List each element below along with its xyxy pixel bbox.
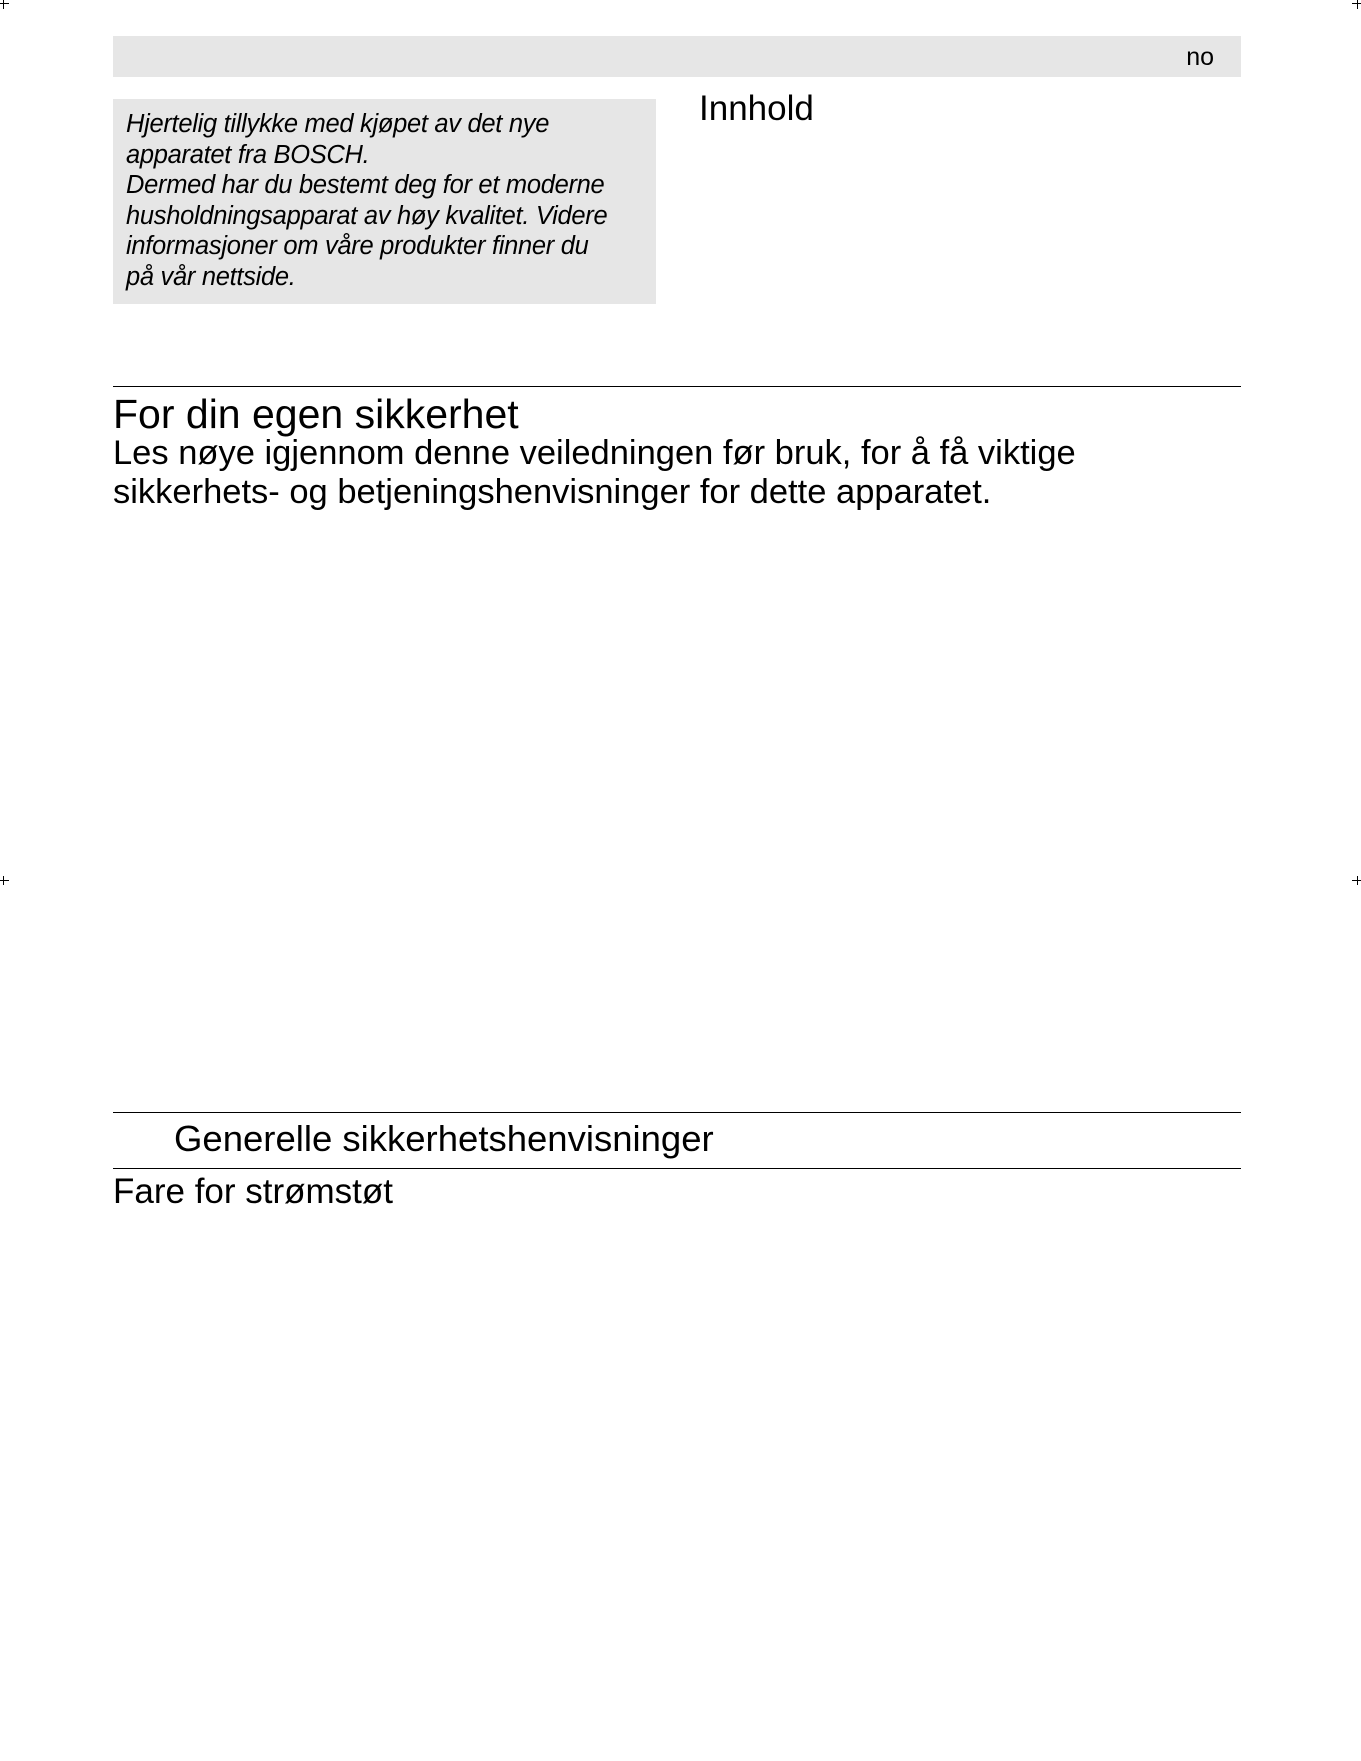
safety-intro-line: Les nøye igjennom denne veiledningen før bruk, for å få viktige [113, 434, 1076, 472]
section-divider [113, 386, 1241, 387]
section-divider [113, 1112, 1241, 1113]
welcome-line: Hjertelig tillykke med kjøpet av det nye [126, 110, 550, 138]
welcome-line: på vår nettside. [126, 262, 296, 291]
language-code: no [1186, 43, 1214, 71]
header-bar [113, 36, 1241, 77]
section-divider [113, 1168, 1241, 1169]
crop-mark-top-left [0, 3, 9, 4]
welcome-line: Dermed har du bestemt deg for et moderne [126, 171, 605, 199]
welcome-line: apparatet fra BOSCH. [126, 140, 370, 169]
crop-mark-mid-right-v [1357, 876, 1358, 885]
safety-intro-line: sikkerhets- og betjeningshenvisninger for dette apparatet. [113, 473, 992, 511]
general-safety-heading: Generelle sikkerhetshenvisninger [174, 1118, 714, 1159]
contents-title: Innhold [699, 89, 814, 128]
safety-heading: For din egen sikkerhet [113, 391, 519, 437]
crop-mark-top-left-v [3, 0, 4, 9]
welcome-line: informasjoner om våre produkter finner du [126, 232, 589, 260]
electric-shock-subheading: Fare for strømstøt [113, 1172, 393, 1211]
welcome-box [113, 99, 656, 304]
safety-intro [113, 434, 1241, 512]
crop-mark-mid-left [0, 880, 9, 881]
crop-mark-mid-left-v [3, 876, 4, 885]
welcome-line: husholdningsapparat av høy kvalitet. Videre [126, 201, 608, 230]
crop-mark-top-right-v [1357, 0, 1358, 9]
